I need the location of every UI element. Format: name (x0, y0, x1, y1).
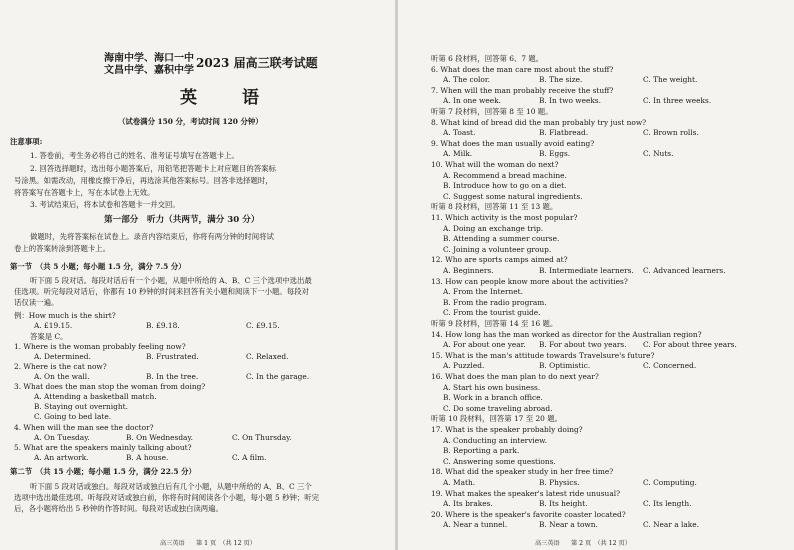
option: A. Doing an exchange trip. (443, 223, 544, 233)
section-1-title: 第一节 （共 5 小题；每小题 1.5 分，满分 7.5 分） (10, 262, 186, 271)
example-option: B. £9.18. (146, 321, 180, 330)
example-question: 例：How much is the shirt? (14, 311, 116, 320)
option: C. Answering some questions. (443, 456, 556, 466)
option: A. Toast. (443, 128, 476, 138)
question: 5. What are the speakers mainly talking about? (14, 443, 192, 452)
exam-note: （试卷满分 150 分，考试时间 120 分钟） (118, 117, 263, 126)
option: C. In the garage. (246, 372, 310, 381)
subject-title: 英 语 (180, 88, 273, 108)
option: B. On Wednesday. (126, 433, 194, 442)
question: 19. What makes the speaker's latest ride unusual? (431, 488, 621, 498)
section-heading: 听第 8 段材料，回答第 11 至 13 题。 (431, 202, 558, 212)
question: 4. When will the man see the doctor? (14, 423, 154, 432)
section-heading: 听第 9 段材料，回答第 14 至 16 题。 (431, 319, 558, 328)
option: C. Brown rolls. (643, 128, 699, 138)
option: C. In three weeks. (643, 96, 712, 106)
question: 12. Who are sports camps aimed at? (431, 255, 568, 265)
option: A. The color. (443, 75, 490, 85)
option: C. Joining a volunteer group. (443, 244, 552, 254)
footer-page: 第 2 页 （共 12 页） (571, 540, 631, 547)
example-option: A. £19.15. (34, 321, 73, 330)
footer-label: 高三英语 (160, 540, 185, 547)
option: A. From the Internet. (443, 287, 523, 297)
question: 14. How long has the man worked as director for the Australian region? (431, 329, 702, 339)
example-option: C. £9.15. (246, 321, 280, 330)
option: B. Intermediate learners. (539, 266, 634, 275)
question: 2. Where is the cat now? (14, 362, 107, 371)
option: B. Reporting a park. (443, 446, 520, 456)
section-1-intro: 听下面 5 段对话。每段对话后有一个小题，从题中所给的 A、B、C 三个选项中选出最 (30, 276, 312, 285)
notice-item: 2. 回答选择题时，选出每小题答案后，用铅笔把答题卡上对应题目的答案标 (30, 164, 276, 173)
question: 20. Where is the speaker's favorite coaster located? (431, 509, 626, 519)
option: A. Its brakes. (443, 499, 493, 509)
option: C. Computing. (643, 478, 697, 487)
option: A. On Tuesday. (34, 433, 90, 442)
page-2 (397, 0, 794, 550)
option: B. For about two years. (539, 340, 627, 350)
part-1-intro: 做题时，先将答案标在试卷上。录音内容结束后，你将有两分钟的时间将试 (30, 232, 274, 241)
option: B. Work in a branch office. (443, 393, 543, 403)
section-2-intro: 选项中选出最佳选项。听每段对话或独白前，你将有时间阅读各个小题，每小题 5 秒钟；听完 (14, 493, 320, 502)
option: C. On Thursday. (232, 433, 292, 442)
option: B. Eggs. (539, 149, 571, 159)
option: B. Attending a summer course. (443, 234, 560, 244)
question: 18. What did the speaker study in her free time? (431, 467, 614, 477)
option: C. The weight. (643, 75, 698, 85)
question: 8. What kind of bread did the man probably try just now? (431, 117, 647, 127)
option: A. Conducting an interview. (443, 435, 547, 445)
section-2-intro: 后，各小题将给出 5 秒钟的作答时间。每段对话或独白读两遍。 (14, 504, 223, 513)
question: 3. What does the man stop the woman from doing? (14, 382, 206, 391)
option: B. Flatbread. (539, 128, 589, 138)
option: B. Physics. (539, 478, 580, 487)
option: A. Puzzled. (443, 361, 485, 371)
question: 16. What does the man plan to do next year? (431, 372, 599, 381)
question: 17. What is the speaker probably doing? (431, 425, 583, 434)
option: B. From the radio program. (443, 297, 547, 307)
option: A. In one week. (443, 96, 501, 106)
notice-item: 1. 答卷前，考生务必将自己的姓名、准考证号填写在答题卡上。 (30, 151, 239, 160)
question: 11. Which activity is the most popular? (431, 213, 578, 222)
section-heading: 听第 7 段材料，回答第 8 至 10 题。 (431, 107, 553, 116)
option: A. Near a tunnel. (443, 520, 508, 530)
question: 15. What is the man's attitude towards Travelsure's future? (431, 350, 655, 360)
option: B. Frustrated. (146, 352, 199, 361)
option: C. Relaxed. (246, 352, 289, 361)
option: A. Attending a basketball match. (34, 392, 157, 401)
footer-label: 高三英语 (535, 540, 560, 547)
option: B. A house. (126, 453, 169, 462)
option: C. Suggest some natural ingredients. (443, 191, 583, 201)
example-answer: 答案是 C。 (30, 332, 68, 341)
option: A. On the wall. (34, 372, 90, 381)
option: A. For about one year. (443, 340, 526, 350)
option: B. Optimistic. (539, 361, 591, 371)
section-1-intro: 佳选项。听完每段对话后，你都有 10 秒钟的时间来回答有关小题和阅读下一小题。每段对 (14, 287, 309, 296)
notice-heading: 注意事项: (10, 137, 43, 146)
option: C. From the tourist guide. (443, 308, 541, 318)
question: 10. What will the woman do next? (431, 160, 559, 169)
option: C. Nuts. (643, 149, 674, 159)
question: 9. What does the man usually avoid eating? (431, 138, 595, 148)
notice-item: 号涂黑。如需改动，用橡皮擦干净后，再选涂其他答案标号。回答非选择题时， (14, 176, 273, 185)
option: C. Going to bed late. (34, 412, 112, 421)
section-2-title: 第二节 （共 15 小题；每小题 1.5 分，满分 22.5 分） (10, 467, 196, 476)
option: C. Do some traveling abroad. (443, 403, 553, 413)
option: C. Concerned. (643, 361, 697, 371)
option: B. The size. (539, 75, 583, 85)
section-heading: 听第 6 段材料，回答第 6、7 题。 (431, 54, 544, 63)
part-1-intro: 卷上的答案转涂到答题卡上。 (14, 244, 111, 253)
option: B. Its height. (539, 499, 588, 509)
exam-title: 2023 届高三联考试题 (196, 56, 318, 70)
question: 1. Where is the woman probably feeling now? (14, 342, 186, 351)
notice-item: 3. 考试结束后，将本试卷和答题卡一并交回。 (30, 200, 180, 209)
option: B. In the tree. (146, 372, 199, 381)
option: C. Its length. (643, 499, 692, 509)
question: 7. When will the man probably receive the stuff? (431, 85, 614, 95)
option: C. A film. (232, 453, 267, 462)
option: B. In two weeks. (539, 96, 601, 106)
section-1-intro: 话仅读一遍。 (14, 298, 59, 307)
section-2-intro: 听下面 5 段对话或独白。每段对话或独白后有几个小题，从题中所给的 A、B、C 三个 (30, 482, 312, 491)
option: A. An artwork. (34, 453, 89, 462)
school-line-2: 文昌中学、嘉积中学 (104, 65, 194, 76)
option: A. Math. (443, 478, 476, 487)
question: 6. What does the man care most about the stuff? (431, 64, 614, 74)
option: B. Staying out overnight. (34, 402, 128, 411)
school-line-1: 海南中学、海口一中 (104, 53, 194, 64)
notice-item: 将答案写在答题卡上，写在本试卷上无效。 (14, 188, 155, 197)
part-1-title: 第一部分 听力（共两节，满分 30 分） (104, 215, 260, 225)
footer-page: 第 1 页 （共 12 页） (196, 540, 256, 547)
option: A. Milk. (443, 149, 473, 159)
option: C. Near a lake. (643, 520, 699, 530)
option: C. For about three years. (643, 340, 737, 350)
option: A. Determined. (34, 352, 91, 361)
question: 13. How can people know more about the activities? (431, 276, 628, 286)
option: A. Recommend a bread machine. (443, 170, 567, 180)
option: A. Start his own business. (443, 382, 541, 392)
option: A. Beginners. (443, 266, 494, 275)
option: B. Near a town. (539, 520, 598, 530)
section-heading: 听第 10 段材料，回答第 17 至 20 题。 (431, 414, 562, 424)
option: B. Introduce how to go on a diet. (443, 181, 567, 191)
option: C. Advanced learners. (643, 266, 726, 275)
